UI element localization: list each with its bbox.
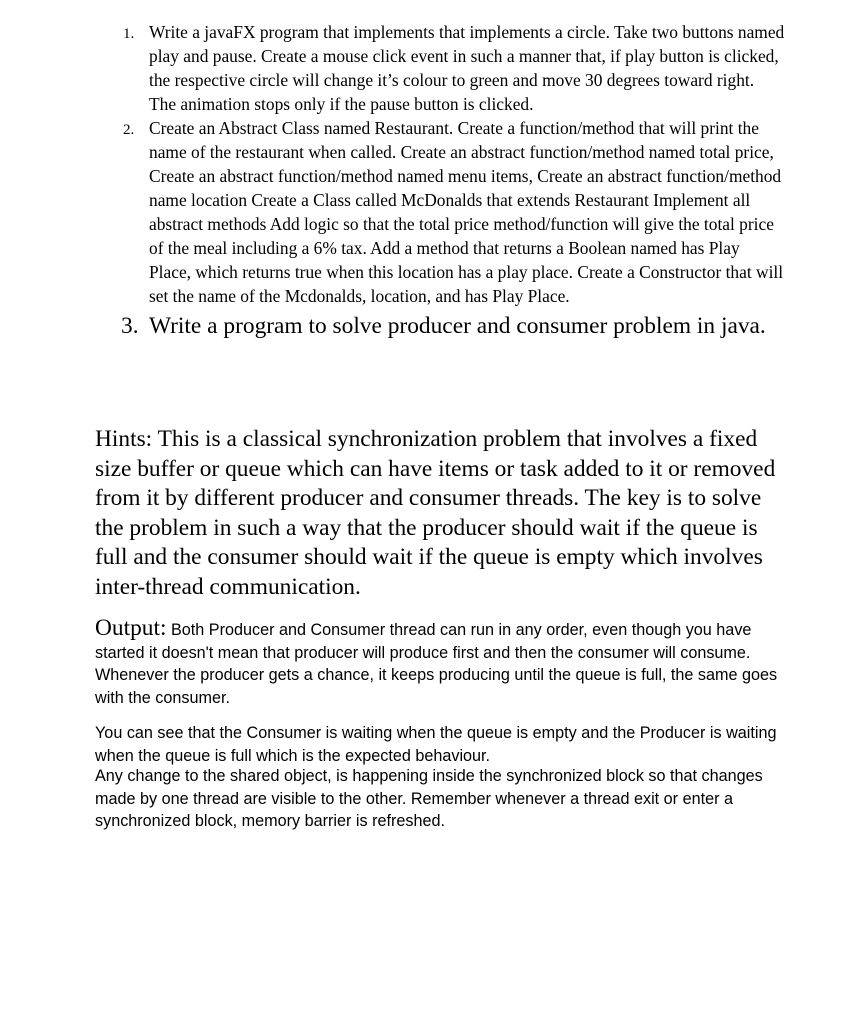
question-text: Write a javaFX program that implements that implements a circle. Take two buttons named play and pause. Create a mouse click event in such a manner that, if play button is clicked, the respective circle will change it’s colour to green and move 30 degrees toward right. The animation stops only if the pause button is clicked. xyxy=(149,22,785,114)
explanation-paragraph: Any change to the shared object, is happening inside the synchronized block so that changes made by one thread are visible to the other. Remember whenever a thread exit or enter a synchronized block, memory barrier is refreshed. xyxy=(95,767,763,830)
question-text: Create an Abstract Class named Restaurant. Create a function/method that will print the name of the restaurant when called. Create an abstract function/method named total price, Create an abstract function/method named menu items, Create an abstract function/method name location Create a Class called McDonalds that extends Restaurant Implement all abstract methods Add logic so that the total price method/function will give the total price of the meal including a 6% tax. Add a method that returns a Boolean named has Play Place, which returns true when this location has a play place. Create a Constructor that will set the name of the Mcdonalds, location, and has Play Place. xyxy=(149,118,784,306)
question-number: 3. xyxy=(121,313,139,339)
question-number: 2. xyxy=(123,122,135,138)
question-number: 1. xyxy=(123,26,135,42)
output-paragraph xyxy=(95,617,785,709)
hints-paragraph: Hints: This is a classical synchronization problem that involves a fixed size buffer or queue which can have items or task added to it or removed from it by different producer and consumer threads. The key is to solve the problem in such a way that the producer should wait if the queue is full and the consumer should wait if the queue is empty which involves inter-thread communication. xyxy=(95,426,776,600)
explanation-paragraph: You can see that the Consumer is waiting when the queue is empty and the Producer is waiting when the queue is full which is the expected behaviour. xyxy=(95,724,777,765)
output-label: Output: xyxy=(95,615,167,641)
question-item xyxy=(95,311,785,341)
output-text: Both Producer and Consumer thread can run in any order, even though you have started it doesn't mean that producer will produce first and then the consumer will consume. Whenever the producer gets a chance, it keeps producing until the queue is full, the same goes with the consumer. xyxy=(95,621,778,707)
question-item xyxy=(95,116,785,308)
question-item xyxy=(95,20,785,116)
question-list xyxy=(95,20,785,341)
question-text: Write a program to solve producer and consumer problem in java. xyxy=(149,313,766,339)
